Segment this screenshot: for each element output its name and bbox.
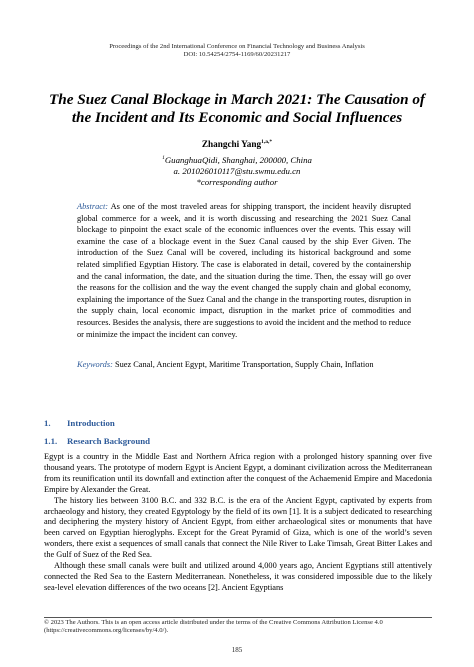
page-number: 185 [231, 646, 243, 654]
section-title: Introduction [67, 418, 115, 428]
doi: DOI: 10.54254/2754-1169/60/20231217 [183, 51, 291, 58]
author-marks: 1,a,* [261, 139, 273, 145]
affiliation-sup: 1 [162, 155, 165, 161]
affiliation [0, 153, 474, 188]
keywords [77, 359, 437, 370]
keywords-text: Suez Canal, Ancient Egypt, Maritime Transportation, Supply Chain, Inflation [114, 360, 374, 369]
author-name: Zhangchi Yang [201, 139, 262, 150]
author [0, 139, 474, 149]
proceedings-header [0, 43, 474, 59]
subsection-title: Research Background [67, 436, 151, 446]
body-text [44, 452, 432, 594]
paragraph: The history lies between 3100 B.C. and 332 B.C. is the era of the Ancient Egypt, captivated by experts from archaeology and history, they created Egyptology by the field of its own [1]. It is a subject dedicated to researching and deciphering the mystery history of Ancient Egypt, from either archaeological sites or monuments that have been carved on Egyptian hieroglyphs. Except for the Great Pyramid of Giza, which is one of the world’s seven wonders, there exist a sequences of small canals that connect the Nile River to Lake Timsah, Great Bitter Lakes and the Gulf of Suez of the Red Sea. [44, 495, 432, 560]
paper-title [20, 91, 454, 126]
title-line-2: the Incident and Its Economic and Social Influences [71, 108, 403, 126]
license-text: © 2023 The Authors. This is an open access article distributed under the terms of the Creative Commons Attribution License 4.0 [44, 619, 383, 626]
license-link: (https://creativecommons.org/licenses/by/4.0/). [44, 627, 169, 635]
abstract [77, 201, 411, 340]
license-footnote [44, 619, 432, 635]
subsection-number: 1.1. [44, 436, 58, 446]
affiliation-email: a. 201026010117@stu.swmu.edu.cn [173, 165, 301, 176]
affiliation-address: GuanghuaQidi, Shanghai, 200000, China [164, 154, 312, 165]
subsection-heading [44, 436, 150, 446]
title-line-1: The Suez Canal Blockage in March 2021: The Causation of [49, 91, 425, 108]
corresponding-author-note: *corresponding author [196, 176, 278, 187]
proceedings-title: Proceedings of the 2nd International Conference on Financial Technology and Business Analysis [109, 43, 365, 50]
abstract-label: Abstract: [77, 202, 109, 211]
abstract-text: As one of the most traveled areas for shipping transport, the incident heavily disrupted global commerce for a week, and it is worth discussing and researching the 2021 Suez Canal blockage to pinpoint the exact scale of the economic influences over the events. This essay will examine the case of a blockage event in the Suez Canal caused by the ship Ever Given. The introduction of the Suez Canal will be covered, including its historical background and some related simplified Egyptian History. The case is elaborated in detail, covered by the containership and the canal information, the date, and the situation during the time. Then, the essay will go over the reasons for the collision and the way the event changed the supply chain and global economy, explaining the importance of the Suez Canal and the change in the transporting routes, disruption in the supply chain, local economic impact, disruption in the market price of commodities and resources. Besides the analysis, there are suggestions to avoid the incident and the method to reduce or minimize the impact the incident can convey. [77, 202, 411, 339]
footnote-divider [44, 617, 432, 618]
paragraph: Egypt is a country in the Middle East and Northern Africa region with a prolonged history spanning over five thousand years. The prototype of modern Egypt is Ancient Egypt, a dominant civilization across the Mediterranean from its reunification until its downfall and extinction after the conquest of the Achaemenid Empire and Macedonia Empire by Alexander the Great. [44, 452, 432, 494]
section-heading [44, 418, 115, 428]
paragraph: Although these small canals were built and utilized around 4,000 years ago, Ancient Egyptians still attentively connected the Red Sea to the Eastern Mediterranean. Nonetheless, it was considered impossible due to the likely sea-level elevation differences of the two oceans [2]. Ancient Egyptians [44, 561, 432, 592]
keywords-label: Keywords: [77, 360, 113, 369]
section-number: 1. [44, 418, 51, 428]
